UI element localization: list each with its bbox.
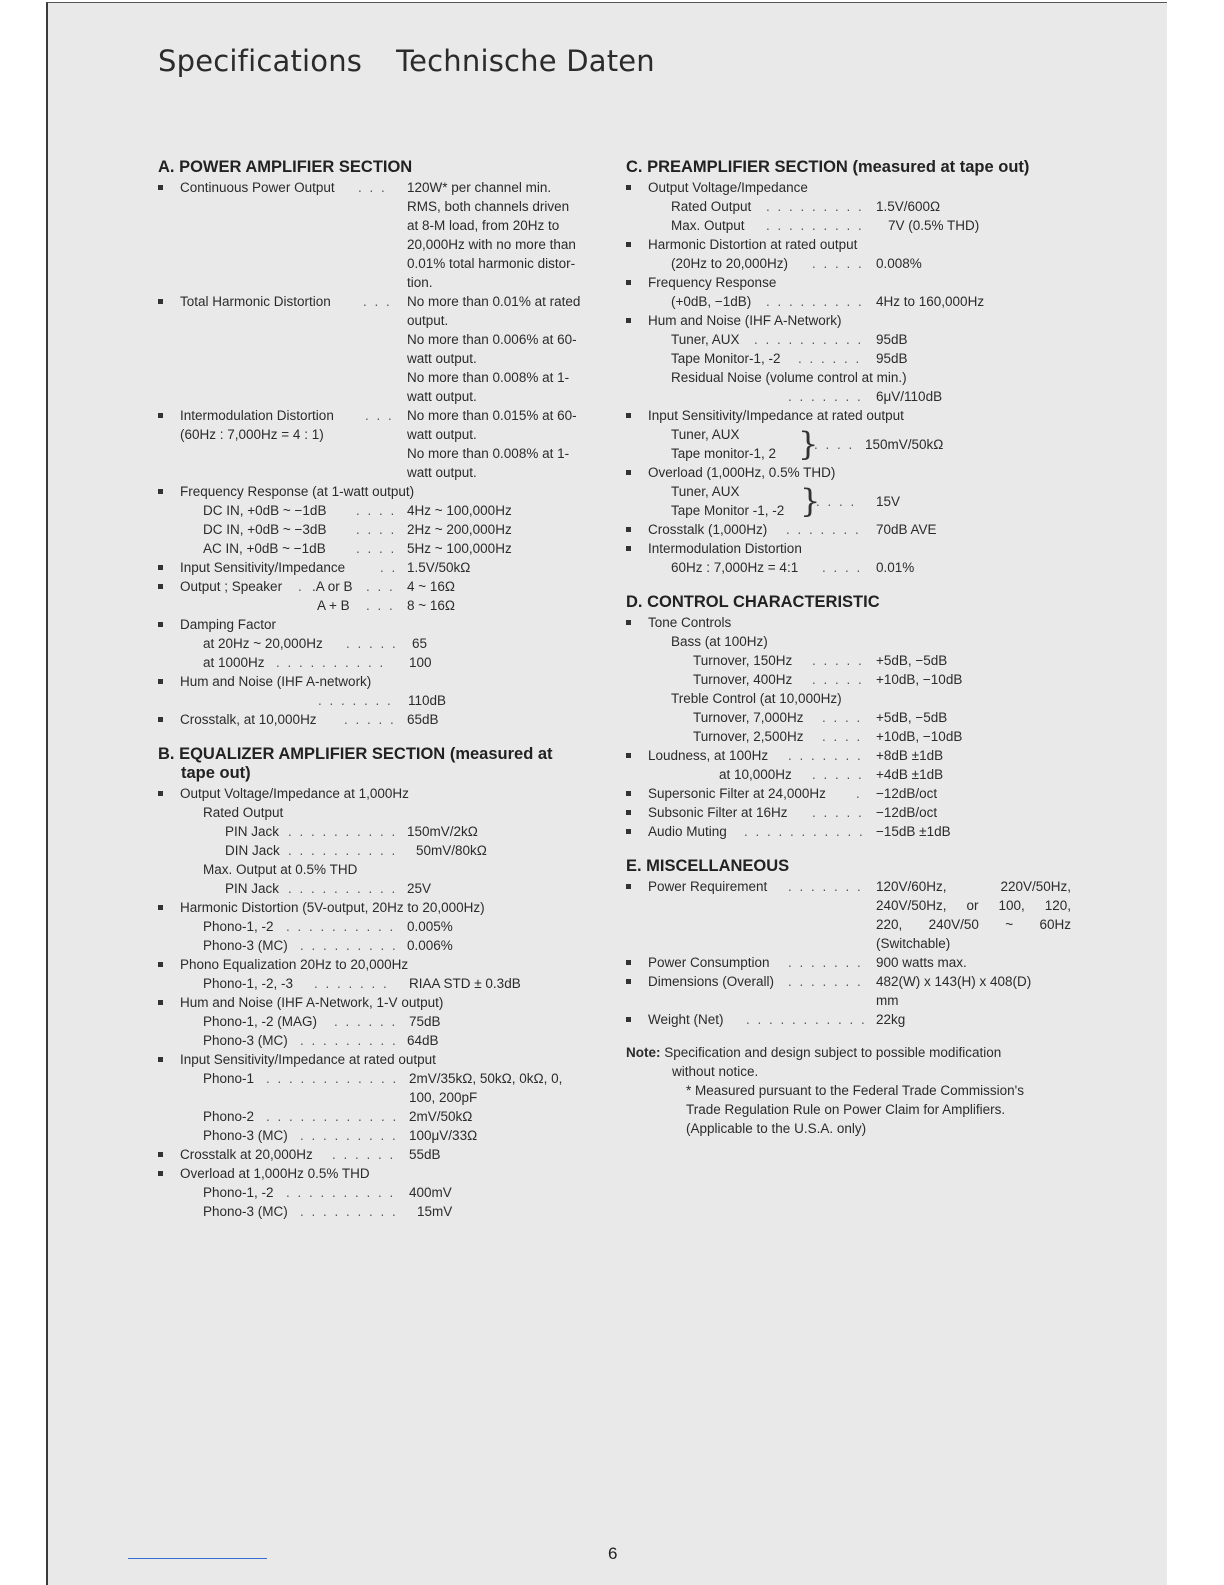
- right-column: [626, 158, 1078, 1138]
- bullet-icon: [158, 185, 163, 190]
- sub-row: DC IN, +0dB ~ −1dB . . . . 4Hz ~ 100,000Hz: [203, 503, 512, 518]
- audio-muting-row: Audio Muting . . . . . . . . . . . −15dB ±1dB: [626, 822, 1078, 841]
- bullet-icon: [626, 242, 631, 247]
- tone-controls-row: Tone Controls: [626, 613, 1078, 632]
- bullet-icon: [626, 546, 631, 551]
- bullet-icon: [158, 1057, 163, 1062]
- bullet-icon: [158, 565, 163, 570]
- sub-row: Phono-1, -2 (MAG) . . . . . . 75dB: [203, 1014, 441, 1029]
- loudness-row: Loudness, at 100Hz . . . . . . . +8dB ±1dB: [626, 746, 1078, 765]
- note-label: Note:: [626, 1045, 661, 1060]
- bullet-icon: [158, 1000, 163, 1005]
- crosstalk-row: Crosstalk, at 10,000Hz . . . . . 65dB: [158, 710, 610, 729]
- bullet-icon: [158, 717, 163, 722]
- bullet-icon: [626, 884, 631, 889]
- sub-row: Phono-1, -2 . . . . . . . . . . 400mV: [203, 1185, 452, 1200]
- section-d-title: D. CONTROL CHARACTERISTIC: [626, 593, 880, 611]
- spec-label: Intermodulation Distortion: [180, 408, 334, 423]
- spec-label: Frequency Response (at 1-watt output): [180, 484, 415, 499]
- sub-row: (20Hz to 20,000Hz) . . . . . 0.008%: [671, 256, 922, 271]
- harmonic-distortion-row: Harmonic Distortion (5V-output, 20Hz to 20,000Hz): [158, 898, 610, 917]
- sub-row: PIN Jack . . . . . . . . . . 150mV/2kΩ: [225, 824, 478, 839]
- left-column: [158, 158, 610, 1221]
- sub-row: Turnover, 150Hz . . . . . +5dB, −5dB: [693, 653, 948, 668]
- sub-row: (+0dB, −1dB) . . . . . . . . . 4Hz to 160,000Hz: [671, 294, 985, 309]
- sub-row: AC IN, +0dB ~ −1dB . . . . 5Hz ~ 100,000Hz: [203, 541, 512, 556]
- supersonic-filter-row: Supersonic Filter at 24,000Hz . −12dB/oct: [626, 784, 1078, 803]
- sub-row: Turnover, 7,000Hz . . . . +5dB, −5dB: [693, 710, 948, 725]
- spec-sublabel: (60Hz : 7,000Hz = 4 : 1): [180, 427, 324, 442]
- phono-eq-row: Phono Equalization 20Hz to 20,000Hz: [158, 955, 610, 974]
- output-voltage-row: Output Voltage/Impedance at 1,000Hz: [158, 784, 610, 803]
- power-consumption-row: Power Consumption . . . . . . . 900 watts max.: [626, 953, 1078, 972]
- sub-row: PIN Jack . . . . . . . . . . 25V: [225, 881, 432, 896]
- spec-label: Total Harmonic Distortion: [180, 294, 331, 309]
- sub-row: Phono-3 (MC) . . . . . . . . . 100μV/33Ω: [203, 1128, 478, 1143]
- spec-value: No more than 0.015% at 60- watt output. No more than 0.008% at 1- watt output.: [407, 408, 577, 480]
- sub-row: DIN Jack . . . . . . . . . . 50mV/80kΩ: [225, 843, 487, 858]
- sub-row: Tuner, AUX Tape monitor-1, 2 } . . . . 150mV/50kΩ: [671, 425, 944, 463]
- brace-icon: }: [798, 425, 819, 463]
- sub-row: Tuner, AUX . . . . . . . . . . 95dB: [671, 332, 908, 347]
- bullet-icon: [158, 489, 163, 494]
- bullet-icon: [158, 962, 163, 967]
- bullet-icon: [626, 979, 631, 984]
- blue-underline: [128, 1558, 267, 1559]
- damping-factor-row: Damping Factor: [158, 615, 610, 634]
- section-c-title: C. PREAMPLIFIER SECTION (measured at tape out): [626, 158, 1030, 176]
- bullet-icon: [626, 810, 631, 815]
- bullet-icon: [158, 299, 163, 304]
- spec-value: 120W* per channel min. RMS, both channels driven at 8-M load, from 20Hz to 20,000Hz with no more than 0.01% total harmonic distor- tion.: [407, 180, 576, 290]
- hum-noise-row: Hum and Noise (IHF A-network): [158, 672, 610, 691]
- sub-row: Phono-1 . . . . . . . . . . . . 2mV/35kΩ, 50kΩ, 0kΩ, 0, 100, 200pF: [203, 1071, 563, 1105]
- sub-row: Tape Monitor-1, -2 . . . . . . 95dB: [671, 351, 908, 366]
- bullet-icon: [158, 413, 163, 418]
- bullet-icon: [626, 620, 631, 625]
- bullet-icon: [626, 527, 631, 532]
- hum-noise-row: Hum and Noise (IHF A-Network): [626, 311, 1078, 330]
- note-block: Note: Specification and design subject to possible modification without notice. * Measured pursuant to the Federal Trade Commission's Trade Regulation Rule on Power Claim for Amplifiers. (Applicable to the U.S.A. only): [626, 1045, 1024, 1136]
- sub-row: at 1000Hz . . . . . . . . . . 100: [203, 655, 432, 670]
- sub-row: Phono-2 . . . . . . . . . . . . 2mV/50kΩ: [203, 1109, 473, 1124]
- bullet-icon: [626, 960, 631, 965]
- weight-row: Weight (Net) . . . . . . . . . . . 22kg: [626, 1010, 1078, 1029]
- sub-row: Treble Control (at 10,000Hz): [671, 691, 842, 706]
- sub-row: Bass (at 100Hz): [671, 634, 768, 649]
- sub-row: Phono-3 (MC) . . . . . . . . . 64dB: [203, 1033, 439, 1048]
- bullet-icon: [158, 791, 163, 796]
- sub-row: Phono-1, -2 . . . . . . . . . . 0.005%: [203, 919, 453, 934]
- sub-row: Tuner, AUX Tape Monitor -1, -2 } . . . . 15V: [671, 482, 901, 520]
- bullet-icon: [158, 1152, 163, 1157]
- sub-row: Residual Noise (volume control at min.): [671, 370, 907, 385]
- spec-value: No more than 0.01% at rated output. No more than 0.006% at 60- watt output. No more than 0.008% at 1- watt output.: [407, 294, 581, 404]
- overload-row: Overload at 1,000Hz 0.5% THD: [158, 1164, 610, 1183]
- sub-row: Turnover, 2,500Hz . . . . +10dB, −10dB: [693, 729, 963, 744]
- output-voltage-row: Output Voltage/Impedance: [626, 178, 1078, 197]
- section-e-title: E. MISCELLANEOUS: [626, 857, 790, 875]
- continuous-power-row: Continuous Power Output . . . 120W* per channel min. RMS, both channels driven at 8-M load, from 20Hz to 20,000Hz with no more than 0.01% total harmonic distor- tion.: [158, 178, 610, 292]
- bullet-icon: [626, 1017, 631, 1022]
- input-sensitivity-row: Input Sensitivity/Impedance . . 1.5V/50kΩ: [158, 558, 610, 577]
- sub-row: Phono-3 (MC) . . . . . . . . . 0.006%: [203, 938, 453, 953]
- sub-row: Max. Output at 0.5% THD: [203, 862, 358, 877]
- thd-row: Total Harmonic Distortion . . . No more than 0.01% at rated output. No more than 0.006% at 60- watt output. No more than 0.008% at 1- watt output.: [158, 292, 610, 406]
- freq-response-row: [158, 482, 610, 501]
- sub-row: . . . . . . . 110dB: [318, 693, 447, 708]
- overload-row: Overload (1,000Hz, 0.5% THD): [626, 463, 1078, 482]
- imd-row: Intermodulation Distortion: [626, 539, 1078, 558]
- crosstalk-row: Crosstalk (1,000Hz) . . . . . . . 70dB AVE: [626, 520, 1078, 539]
- crosstalk-row: Crosstalk at 20,000Hz . . . . . . 55dB: [158, 1145, 610, 1164]
- sub-row: . . . . . . . 6μV/110dB: [788, 389, 943, 404]
- bullet-icon: [626, 318, 631, 323]
- bullet-icon: [158, 584, 163, 589]
- freq-response-row: Frequency Response: [626, 273, 1078, 292]
- sub-row: Rated Output . . . . . . . . . 1.5V/600Ω: [671, 199, 941, 214]
- sub-row: 60Hz : 7,000Hz = 4:1 . . . . 0.01%: [671, 560, 915, 575]
- harmonic-distortion-row: Harmonic Distortion at rated output: [626, 235, 1078, 254]
- sub-row: A + B . . . 8 ~ 16Ω: [317, 598, 456, 613]
- sub-row: Phono-1, -2, -3 . . . . . . . RIAA STD ± 0.3dB: [203, 976, 521, 991]
- sub-row: Turnover, 400Hz . . . . . +10dB, −10dB: [693, 672, 963, 687]
- input-sensitivity-row: Input Sensitivity/Impedance at rated output: [626, 406, 1078, 425]
- sub-row: Phono-3 (MC) . . . . . . . . . 15mV: [203, 1204, 453, 1219]
- section-a-title: A. POWER AMPLIFIER SECTION: [158, 158, 413, 176]
- sub-row: DC IN, +0dB ~ −3dB . . . . 2Hz ~ 200,000Hz: [203, 522, 512, 537]
- dimensions-row: Dimensions (Overall) . . . . . . . 482(W) x 143(H) x 408(D) mm: [626, 972, 1078, 1010]
- bullet-icon: [626, 791, 631, 796]
- bullet-icon: [626, 470, 631, 475]
- bullet-icon: [626, 413, 631, 418]
- sub-row: at 10,000Hz . . . . . +4dB ±1dB: [719, 767, 944, 782]
- sub-row: at 20Hz ~ 20,000Hz . . . . . 65: [203, 636, 428, 651]
- bullet-icon: [158, 1171, 163, 1176]
- output-speaker-row: Output ; Speaker . .A or B . . . 4 ~ 16Ω: [158, 577, 610, 596]
- page-title: [158, 44, 689, 78]
- imd-row: Intermodulation Distortion (60Hz : 7,000Hz = 4 : 1) . . . No more than 0.015% at 60- watt output. No more than 0.008% at 1- watt output.: [158, 406, 610, 482]
- brace-icon: }: [800, 482, 821, 520]
- bullet-icon: [158, 905, 163, 910]
- subsonic-filter-row: Subsonic Filter at 16Hz . . . . . −12dB/oct: [626, 803, 1078, 822]
- bullet-icon: [158, 622, 163, 627]
- page-number: 6: [608, 1544, 618, 1563]
- bullet-icon: [626, 185, 631, 190]
- spec-label: Continuous Power Output: [180, 180, 335, 195]
- bullet-icon: [158, 679, 163, 684]
- power-requirement-row: Power Requirement . . . . . . . 120V/60Hz, 220V/50Hz, 240V/50Hz, or 100, 120, 220, 240V/50 ~ 60Hz (Switchable): [626, 877, 1078, 953]
- bullet-icon: [626, 753, 631, 758]
- sub-row: Max. Output . . . . . . . . . 7V (0.5% THD): [671, 218, 980, 233]
- title-german: Technische Daten: [396, 44, 655, 78]
- sub-row: Rated Output: [203, 805, 284, 820]
- section-b-title: B. EQUALIZER AMPLIFIER SECTION (measured at tape out): [158, 745, 553, 782]
- title-english: Specifications: [158, 44, 363, 78]
- input-sensitivity-row: Input Sensitivity/Impedance at rated output: [158, 1050, 610, 1069]
- hum-noise-row: Hum and Noise (IHF A-Network, 1-V output): [158, 993, 610, 1012]
- bullet-icon: [626, 280, 631, 285]
- bullet-icon: [626, 829, 631, 834]
